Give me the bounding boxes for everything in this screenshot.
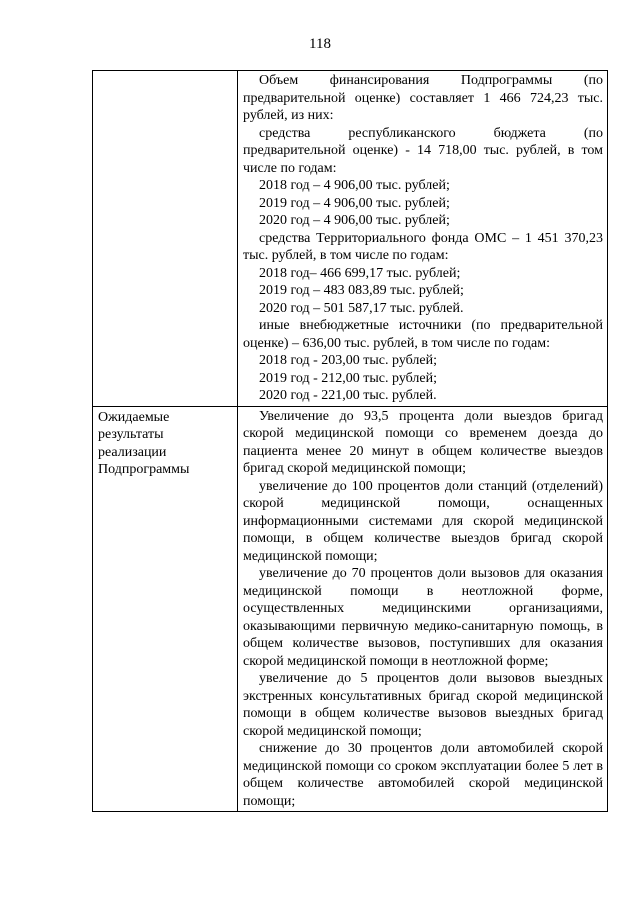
- row1-label: [93, 71, 237, 73]
- label-line: Подпрограммы: [98, 462, 190, 477]
- paragraph: увеличение до 5 процентов доли вызовов выездных экстренных консультативных бригад скорой медицинской помощи в общем количестве вызовов выездных бригад скорой медицинской помощи;: [243, 671, 603, 739]
- label-line: результаты: [98, 427, 164, 442]
- page-number: 118: [309, 36, 331, 52]
- paragraph: увеличение до 100 процентов доли станций (отделений) скорой медицинской помощи, оснащенных информационными системами для скорой медицинской помощи, в общем количестве выездов бригад скорой медицинской помощи;: [243, 478, 603, 564]
- year-amount-line: 2019 год – 483 083,89 тыс. рублей;: [259, 283, 464, 298]
- year-amount-line: 2018 год– 466 699,17 тыс. рублей;: [259, 265, 461, 281]
- year-amount-line: 2018 год - 203,00 тыс. рублей;: [259, 353, 438, 368]
- year-amount-line: 2019 год - 212,00 тыс. рублей;: [259, 370, 438, 386]
- row2-content-cell: [238, 406, 608, 812]
- label-line: Ожидаемые: [98, 409, 170, 425]
- paragraph: Увеличение до 93,5 процента доли выездов бригад скорой медицинской помощи со временем доезда до пациента менее 20 минут в общем количестве выездов бригад скорой медицинской помощи;: [243, 408, 603, 476]
- row1-label-cell: [93, 71, 238, 407]
- year-amount-line: 2020 год – 4 906,00 тыс. рублей;: [259, 213, 450, 228]
- paragraph: средства Территориального фонда ОМС – 1 451 370,23 тыс. рублей, в том числе по годам:: [243, 230, 603, 263]
- year-amount-line: 2020 год - 221,00 тыс. рублей.: [259, 388, 437, 403]
- row2-label-cell: [93, 406, 238, 812]
- financing-text: [238, 71, 607, 406]
- paragraph: увеличение до 70 процентов доли вызовов для оказания медицинской помощи в неотложной форме, осуществленных медицинскими организациями, оказывающими первичную медико-санитарную помощь, в общем количестве вызовов, поступивших для оказания скорой медицинской помощи в неотложной форме;: [243, 566, 603, 669]
- paragraph: снижение до 30 процентов доли автомобилей скорой медицинской помощи со сроком эксплуатации более 5 лет в общем количестве автомобилей скорой медицинской помощи;: [243, 741, 603, 809]
- paragraph: иные внебюджетные источники (по предварительной оценке) – 636,00 тыс. рублей, в том числе по годам:: [243, 318, 603, 351]
- document-table: [92, 70, 608, 812]
- expected-results-label: [93, 407, 237, 479]
- year-amount-line: 2018 год – 4 906,00 тыс. рублей;: [259, 178, 450, 193]
- table-row-financing: [93, 71, 608, 407]
- year-amount-line: 2019 год – 4 906,00 тыс. рублей;: [259, 195, 450, 211]
- table-row-expected-results: [93, 406, 608, 812]
- year-amount-line: 2020 год – 501 587,17 тыс. рублей.: [259, 300, 464, 316]
- paragraph: средства республиканского бюджета (по предварительной оценке) - 14 718,00 тыс. рублей, в том числе по годам:: [243, 125, 603, 176]
- expected-results-text: [238, 407, 607, 812]
- row1-content-cell: [238, 71, 608, 407]
- label-line: реализации: [98, 444, 167, 460]
- paragraph: Объем финансирования Подпрограммы (по предварительной оценке) составляет 1 466 724,23 тыс. рублей, из них:: [243, 73, 603, 123]
